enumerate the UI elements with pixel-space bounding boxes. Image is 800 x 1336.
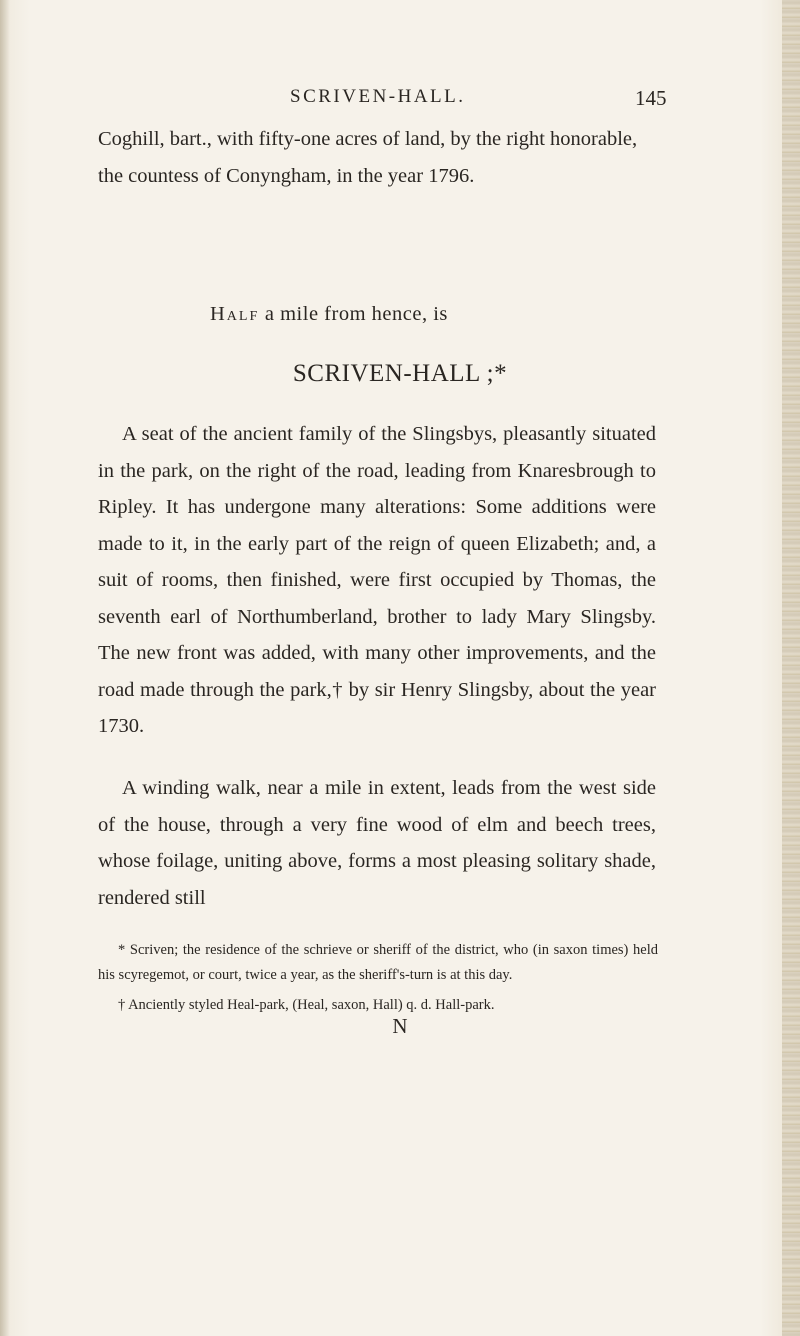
paragraph-2-lead: Half <box>210 303 260 325</box>
paragraph-1: Coghill, bart., with fifty-one acres of land, by the right honorable, the countess of Conyngham, in the year 1796. <box>98 128 638 187</box>
footnotes <box>98 938 658 1023</box>
paragraph-2-rest: a mile from hence, is <box>259 303 448 325</box>
footnote-1: * Scriven; the residence of the schrieve or sheriff of the district, who (in saxon times) held his scyregemot, or court, twice a year, as the sheriff's-turn is at this day. <box>98 942 658 983</box>
paragraph-4: A winding walk, near a mile in extent, leads from the west side of the house, through a very fine wood of elm and beech trees, whose foilage, uniting above, forms a most pleasing solitary shade, rendered still <box>98 777 656 909</box>
page-edge <box>782 0 800 1336</box>
section-title: SCRIVEN-HALL ;* <box>292 360 508 387</box>
paragraph-3: A seat of the ancient family of the Slingsbys, pleasantly situated in the park, on the right of the road, leading from Knaresbrough to Ripley. It has undergone many alterations: Some additions were made to it, in the early part of the reign of queen Elizabeth; and, a suit of rooms, then finished, were first occupied by Thomas, the seventh earl of Northumberland, brother to lady Mary Slingsby. The new front was added, with many other improvements, and the road made through the park,† by sir Henry Slingsby, about the year 1730. <box>98 423 656 737</box>
page-header <box>0 86 800 116</box>
paragraph-2 <box>210 296 670 333</box>
page-gutter-shadow <box>0 0 10 1336</box>
footnote-2: † Anciently styled Heal-park, (Heal, saxon, Hall) q. d. Hall-park. <box>118 997 495 1013</box>
signature-mark: N <box>392 1014 408 1038</box>
running-head: SCRIVEN-HALL. <box>290 86 466 107</box>
page-number: 145 <box>635 86 667 110</box>
